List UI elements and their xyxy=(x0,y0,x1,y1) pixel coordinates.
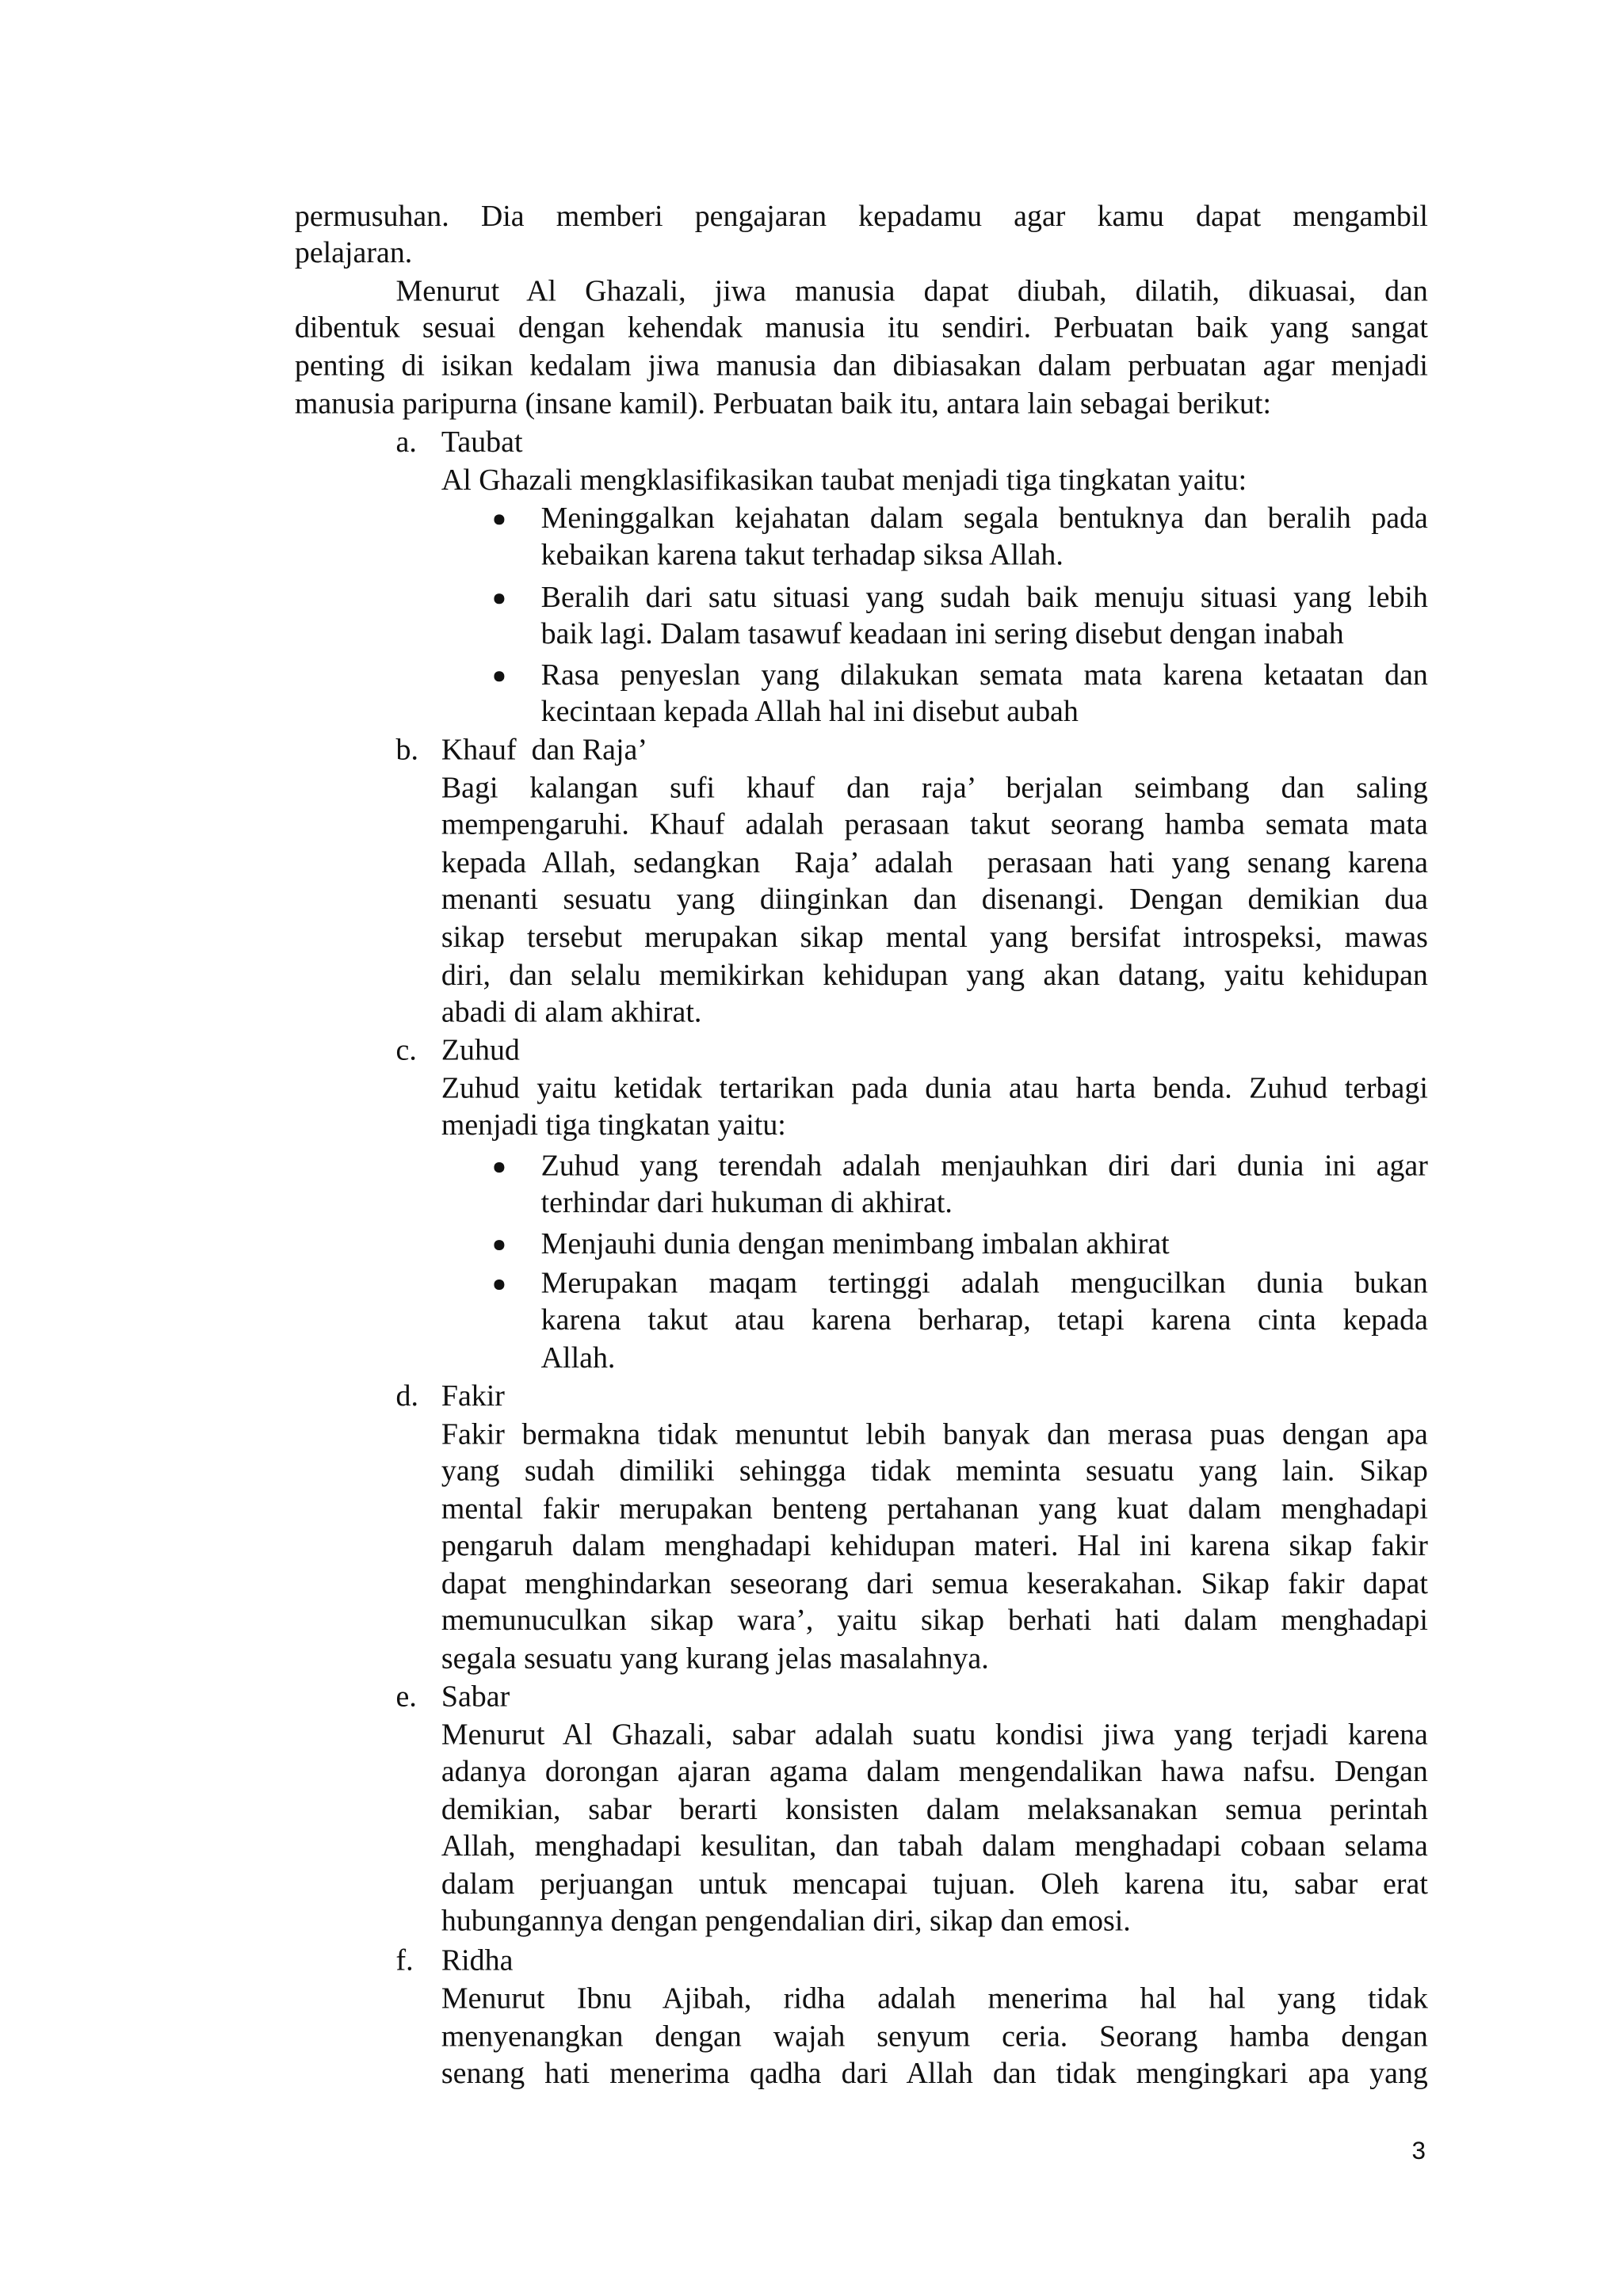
section-title: Fakir xyxy=(441,1380,505,1413)
bullet-icon xyxy=(494,1280,503,1289)
bullet-text-line: Beralih dari satu situasi yang sudah baik menuju situasi yang lebih xyxy=(540,582,1428,615)
body-text-line: Fakir bermakna tidak menuntut lebih banyak dan merasa puas dengan apa xyxy=(441,1418,1428,1451)
body-text-line: senang hati menerima qadha dari Allah dan tidak mengingkari apa yang xyxy=(441,2058,1428,2091)
section-title: Sabar xyxy=(441,1680,510,1714)
list-marker: f. xyxy=(395,1944,414,1978)
body-text-line: Menurut Al Ghazali, sabar adalah suatu kondisi jiwa yang terjadi karena xyxy=(441,1719,1428,1752)
bullet-icon xyxy=(494,514,503,524)
body-text-line: demikian, sabar berarti konsisten dalam melaksanakan semua perintah xyxy=(441,1794,1428,1827)
page-number: 3 xyxy=(1411,2137,1426,2165)
section-title: Ridha xyxy=(441,1944,514,1978)
bullet-icon xyxy=(494,1240,503,1249)
list-marker: e. xyxy=(395,1680,417,1714)
body-text-line: menjadi tiga tingkatan yaitu: xyxy=(441,1109,786,1142)
body-text-line: segala sesuatu yang kurang jelas masalahnya. xyxy=(441,1642,989,1676)
body-text-line: abadi di alam akhirat. xyxy=(441,997,702,1029)
body-text-line: mempengaruhi. Khauf adalah perasaan takut seorang hamba semata mata xyxy=(441,809,1428,841)
section-title: Taubat xyxy=(441,426,523,460)
body-text-line: kepada Allah, sedangkan Raja’ adalah perasaan hati yang senang karena xyxy=(441,847,1428,879)
body-text-line: dibentuk sesuai dengan kehendak manusia itu sendiri. Perbuatan baik yang sangat xyxy=(294,312,1428,345)
body-text-line: menyenangkan dengan wajah senyum ceria. Seorang hamba dengan xyxy=(441,2021,1428,2054)
list-marker: a. xyxy=(395,426,417,460)
body-text-line: hubungannya dengan pengendalian diri, sikap dan emosi. xyxy=(441,1905,1131,1938)
bullet-icon xyxy=(494,593,503,603)
body-text-line: Menurut Ibnu Ajibah, ridha adalah menerima hal hal yang tidak xyxy=(441,1983,1428,2016)
list-marker: b. xyxy=(395,734,418,767)
body-text-line: penting di isikan kedalam jiwa manusia dan dibiasakan dalam perbuatan agar menjadi xyxy=(294,350,1428,383)
body-text-line: sikap tersebut merupakan sikap mental yang bersifat introspeksi, mawas xyxy=(441,921,1428,955)
body-text-line: Al Ghazali mengklasifikasikan taubat menjadi tiga tingkatan yaitu: xyxy=(441,464,1247,498)
body-text-line: Menurut Al Ghazali, jiwa manusia dapat diubah, dilatih, dikuasai, dan xyxy=(395,275,1428,308)
bullet-text-line: karena takut atau karena berharap, tetapi karena cinta kepada xyxy=(540,1304,1428,1337)
bullet-text-line: Rasa penyeslan yang dilakukan semata mata karena ketaatan dan xyxy=(540,659,1428,692)
bullet-icon xyxy=(494,671,503,681)
body-text-line: yang sudah dimiliki sehingga tidak meminta sesuatu yang lain. Sikap xyxy=(441,1455,1428,1488)
bullet-icon xyxy=(494,1162,503,1172)
body-text-line: pelajaran. xyxy=(294,237,413,270)
body-text-line: adanya dorongan ajaran agama dalam mengendalikan hawa nafsu. Dengan xyxy=(441,1756,1428,1788)
section-title: Khauf dan Raja’ xyxy=(441,734,647,767)
body-text-line: Allah, menghadapi kesulitan, dan tabah dalam menghadapi cobaan selama xyxy=(441,1830,1428,1863)
body-text-line: manusia paripurna (insane kamil). Perbuatan baik itu, antara lain sebagai berikut: xyxy=(294,388,1272,421)
bullet-text-line: kecintaan kepada Allah hal ini disebut aubah xyxy=(540,696,1079,729)
bullet-text-line: terhindar dari hukuman di akhirat. xyxy=(540,1187,953,1220)
bullet-text-line: kebaikan karena takut terhadap siksa Allah. xyxy=(540,539,1064,572)
body-text-line: pengaruh dalam menghadapi kehidupan materi. Hal ini karena sikap fakir xyxy=(441,1530,1428,1563)
bullet-text-line: Zuhud yang terendah adalah menjauhkan diri dari dunia ini agar xyxy=(540,1150,1428,1183)
body-text-line: permusuhan. Dia memberi pengajaran kepadamu agar kamu dapat mengambil xyxy=(294,200,1428,234)
body-text-line: Bagi kalangan sufi khauf dan raja’ berjalan seimbang dan saling xyxy=(441,772,1428,805)
bullet-text-line: Meninggalkan kejahatan dalam segala bentuknya dan beralih pada xyxy=(540,502,1428,536)
bullet-text-line: baik lagi. Dalam tasawuf keadaan ini sering disebut dengan inabah xyxy=(540,618,1344,651)
body-text-line: menanti sesuatu yang diinginkan dan disenangi. Dengan demikian dua xyxy=(441,883,1428,917)
body-text-line: mental fakir merupakan benteng pertahanan yang kuat dalam menghadapi xyxy=(441,1493,1428,1526)
body-text-line: dapat menghindarkan seseorang dari semua keserakahan. Sikap fakir dapat xyxy=(441,1568,1428,1601)
body-text-line: dalam perjuangan untuk mencapai tujuan. Oleh karena itu, sabar erat xyxy=(441,1868,1428,1901)
bullet-text-line: Merupakan maqam tertinggi adalah mengucilkan dunia bukan xyxy=(540,1268,1428,1300)
list-marker: d. xyxy=(395,1380,418,1413)
bullet-text-line: Menjauhi dunia dengan menimbang imbalan akhirat xyxy=(540,1228,1170,1261)
bullet-text-line: Allah. xyxy=(540,1342,616,1375)
body-text-line: Zuhud yaitu ketidak tertarikan pada dunia atau harta benda. Zuhud terbagi xyxy=(441,1073,1428,1105)
body-text-line: diri, dan selalu memikirkan kehidupan yang akan datang, yaitu kehidupan xyxy=(441,959,1428,993)
list-marker: c. xyxy=(395,1035,417,1067)
body-text-line: memunuculkan sikap wara’, yaitu sikap berhati hati dalam menghadapi xyxy=(441,1604,1428,1638)
section-title: Zuhud xyxy=(441,1035,520,1067)
